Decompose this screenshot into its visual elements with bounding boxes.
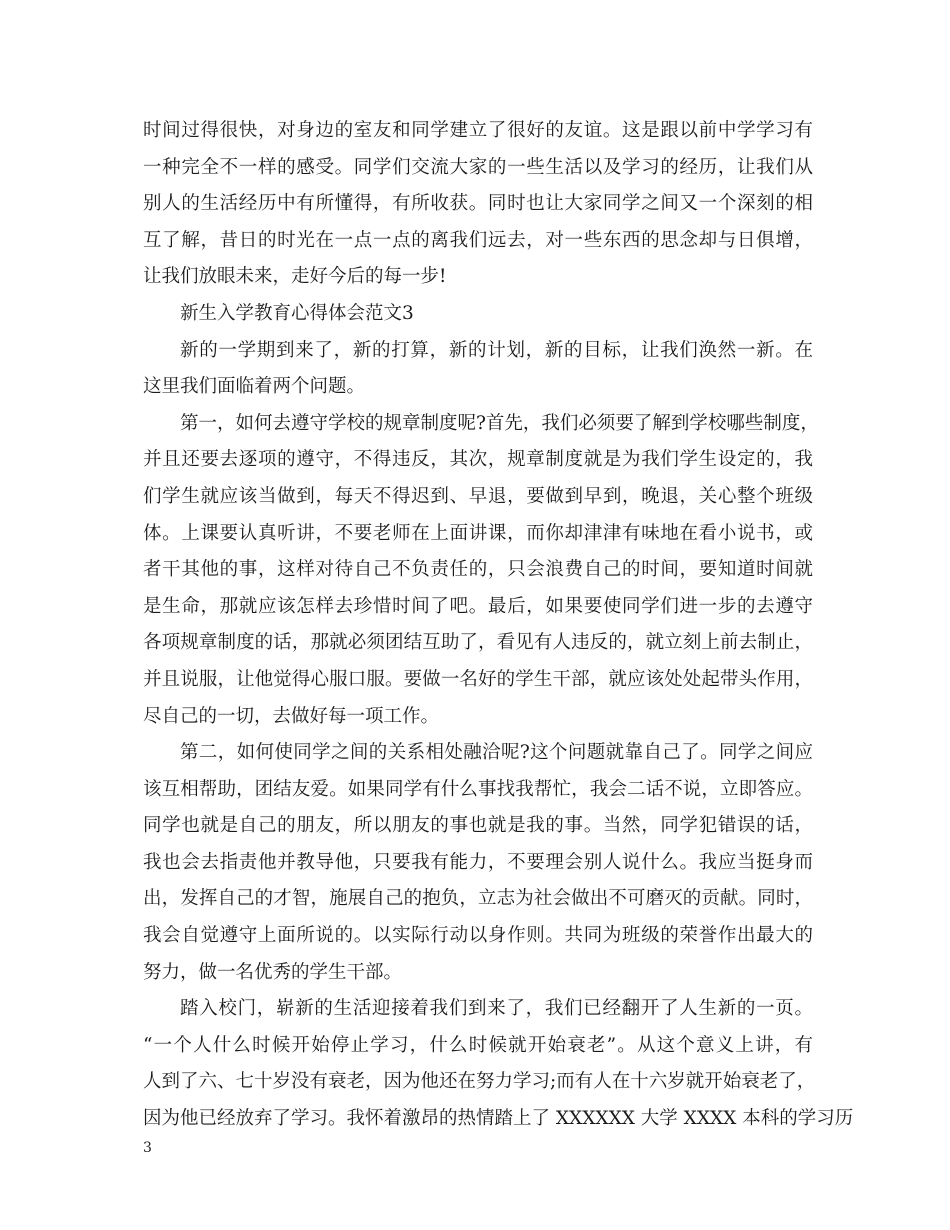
text-line: 新的一学期到来了，新的打算，新的计划，新的目标，让我们涣然一新。在: [180, 339, 813, 361]
text-line: 时间过得很快，对身边的室友和同学建立了很好的友谊。这是跟以前中学学习有: [143, 120, 813, 141]
text-line: 是生命，那就应该怎样去珍惜时间了吧。最后，如果要使同学们进一步的去遵守: [143, 595, 813, 617]
text-line: 并且还要去逐项的遵守，不得违反，其次，规章制度就是为我们学生设定的，我: [143, 449, 813, 471]
text-line: 各项规章制度的话，那就必须团结互助了，看见有人违反的，就立刻上前去制止，: [143, 632, 813, 654]
text-line: 努力，做一名优秀的学生干部。: [143, 961, 403, 983]
text-line: 该互相帮助，团结友爱。如果同学有什么事找我帮忙，我会二话不说，立即答应。: [143, 778, 813, 800]
text-line: 让我们放眼未来，走好今后的每一步!: [143, 266, 447, 288]
text-line: 一种完全不一样的感受。同学们交流大家的一些生活以及学习的经历，让我们从: [143, 156, 813, 178]
text-line: 们学生就应该当做到，每天不得迟到、早退，要做到早到，晚退，关心整个班级: [143, 485, 813, 507]
text-line: 尽自己的一切，去做好每一项工作。: [143, 705, 440, 727]
text-line: 我会自觉遵守上面所说的。以实际行动以身作则。共同为班级的荣誉作出最大的: [143, 925, 813, 947]
text-line: 这里我们面临着两个问题。: [143, 376, 366, 398]
text-line: 并且说服，让他觉得心服口服。要做一名好的学生干部，就应该处处起带头作用，: [143, 668, 813, 690]
text-line: “一个人什么时候开始停止学习，什么时候就开始衰老”。从这个意义上讲，有: [143, 1034, 813, 1056]
text-line: 第二，如何使同学之间的关系相处融洽呢?这个问题就靠自己了。同学之间应: [180, 742, 813, 764]
text-line: 人到了六、七十岁没有衰老，因为他还在努力学习;而有人在十六岁就开始衰老了，: [143, 1071, 816, 1093]
text-line: 同学也就是自己的朋友，所以朋友的事也就是我的事。当然，同学犯错误的话，: [143, 815, 813, 837]
text-line: 者干其他的事，这样对待自己不负责任的，只会浪费自己的时间，要知道时间就: [143, 559, 813, 581]
text-line: 出，发挥自己的才智，施展自己的抱负，立志为社会做出不可磨灭的贡献。同时，: [143, 888, 813, 910]
text-line: 别人的生活经历中有所懂得，有所收获。同时也让大家同学之间又一个深刻的相: [143, 193, 813, 215]
text-line: 因为他已经放弃了学习。我怀着激昂的热情踏上了 XXXXXX 大学 XXXX 本科的学习历: [143, 1108, 854, 1130]
text-line: 体。上课要认真听讲，不要老师在上面讲课，而你却津津有味地在看小说书，或: [143, 522, 813, 544]
text-line: 踏入校门，崭新的生活迎接着我们到来了，我们已经翻开了人生新的一页。: [180, 998, 813, 1020]
text-line: 我也会去指责他并教导他，只要我有能力，不要理会别人说什么。我应当挺身而: [143, 851, 813, 873]
body-text: [143, 113, 854, 1138]
page-number: 3: [143, 1140, 152, 1156]
text-line: 第一，如何去遵守学校的规章制度呢?首先，我们必须要了解到学校哪些制度，: [180, 412, 819, 434]
text-line: 新生入学教育心得体会范文3: [180, 302, 414, 324]
text-line: 互了解，昔日的时光在一点一点的离我们远去，对一些东西的思念却与日俱增，: [143, 229, 813, 251]
